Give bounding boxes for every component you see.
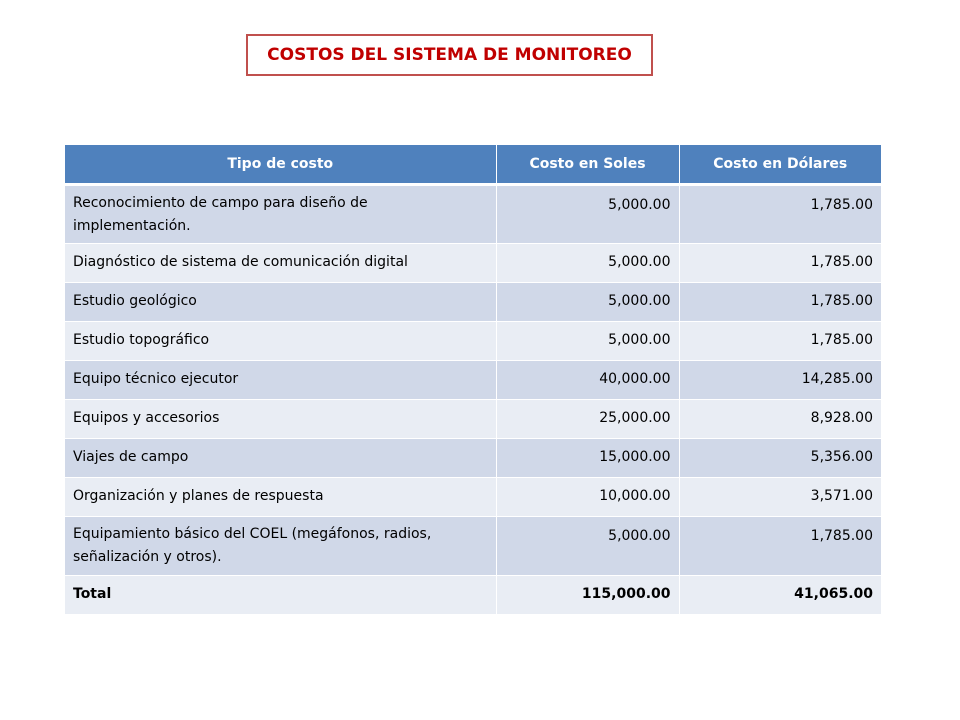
table-row [65,360,881,399]
table-row [65,516,881,575]
cell-soles: 5,000.00 [496,184,679,243]
table-row [65,243,881,282]
cell-dolares: 5,356.00 [679,438,881,477]
cell-dolares: 1,785.00 [679,321,881,360]
cost-table [65,145,881,615]
total-soles: 115,000.00 [496,575,679,614]
cell-dolares: 1,785.00 [679,516,881,575]
table-row [65,438,881,477]
cell-soles: 25,000.00 [496,399,679,438]
cell-dolares: 1,785.00 [679,243,881,282]
cell-dolares: 1,785.00 [679,184,881,243]
table-row [65,399,881,438]
header-costo-en-soles: Costo en Soles [496,145,679,184]
table-row [65,321,881,360]
cell-tipo: Equipamiento básico del COEL (megáfonos, radios, señalización y otros). [65,516,496,575]
total-dolares: 41,065.00 [679,575,881,614]
cell-soles: 5,000.00 [496,516,679,575]
cell-tipo: Organización y planes de respuesta [65,477,496,516]
cell-tipo: Equipos y accesorios [65,399,496,438]
cell-dolares: 14,285.00 [679,360,881,399]
cell-dolares: 1,785.00 [679,282,881,321]
cell-tipo: Viajes de campo [65,438,496,477]
total-label: Total [65,575,496,614]
cell-soles: 5,000.00 [496,282,679,321]
cell-soles: 10,000.00 [496,477,679,516]
cell-tipo: Equipo técnico ejecutor [65,360,496,399]
table-row [65,184,881,243]
cell-soles: 15,000.00 [496,438,679,477]
cell-tipo: Estudio topográfico [65,321,496,360]
cell-dolares: 8,928.00 [679,399,881,438]
table-header-row [65,145,881,184]
header-costo-en-dolares: Costo en Dólares [679,145,881,184]
cell-tipo: Reconocimiento de campo para diseño de implementación. [65,184,496,243]
header-tipo-de-costo: Tipo de costo [65,145,496,184]
cell-dolares: 3,571.00 [679,477,881,516]
table-total-row [65,575,881,614]
cell-soles: 40,000.00 [496,360,679,399]
cell-tipo: Estudio geológico [65,282,496,321]
cell-soles: 5,000.00 [496,243,679,282]
cell-tipo: Diagnóstico de sistema de comunicación digital [65,243,496,282]
title-box [246,34,653,76]
cell-soles: 5,000.00 [496,321,679,360]
page-title: COSTOS DEL SISTEMA DE MONITOREO [267,45,632,65]
table-row [65,477,881,516]
table-row [65,282,881,321]
